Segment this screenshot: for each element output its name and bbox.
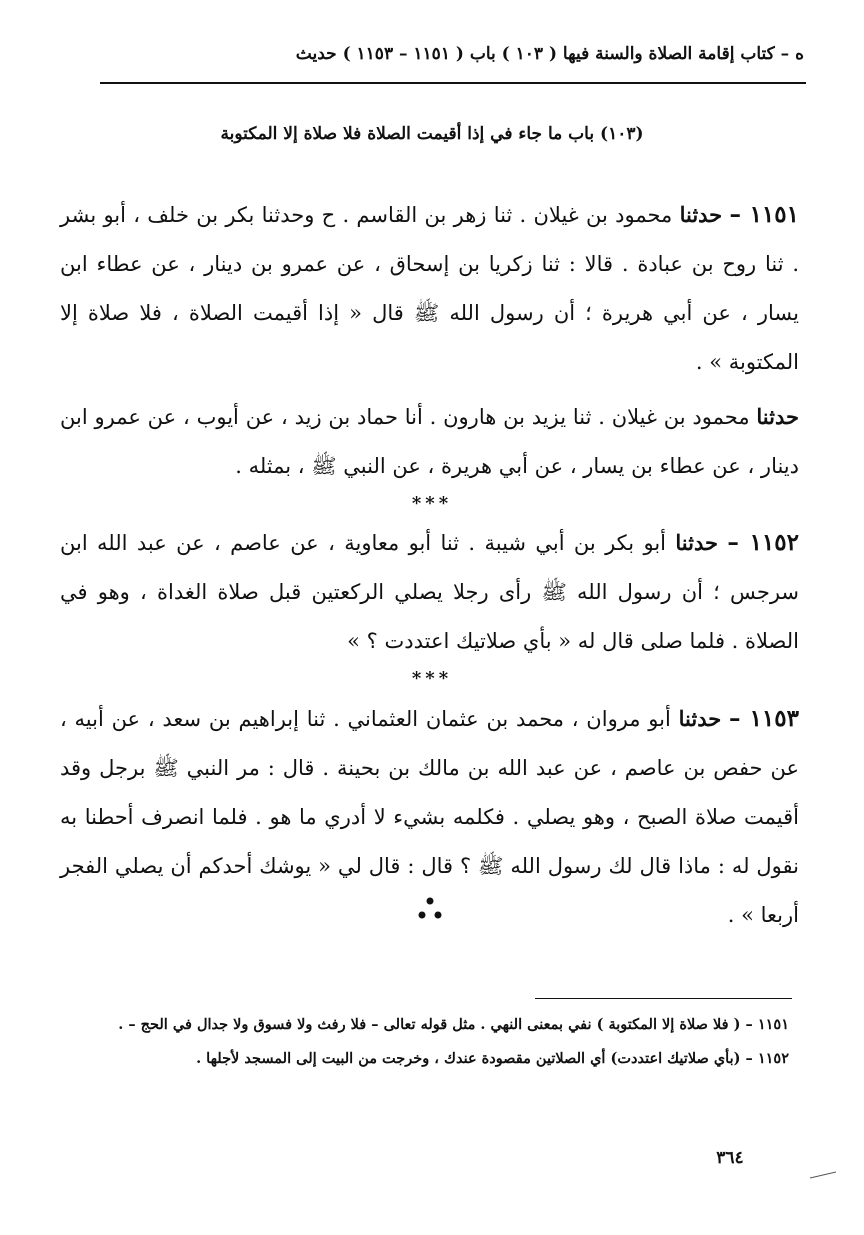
hadith-number: ١١٥٣ –	[728, 705, 799, 732]
footnote-1152: ١١٥٢ – (بأي صلاتيك اعتددت) أي الصلاتين مقصودة عندك ، وخرجت من البيت إلى المسجد لأجلها .	[196, 1050, 789, 1067]
running-header: ه – كتاب إقامة الصلاة والسنة فيها ( ١٠٣ ) باب ( ١١٥١ – ١١٥٣ ) حديث	[295, 44, 804, 64]
hadith-1152	[60, 518, 799, 666]
hadith-intro: حدثنا	[756, 404, 799, 429]
page-number: ٣٦٤	[716, 1148, 744, 1168]
hadith-intro: حدثنا	[679, 202, 723, 227]
section-separator: ***	[411, 493, 453, 514]
hadith-text: أبو بكر بن أبي شيبة . ثنا أبو معاوية ، عن عاصم ، عن عبد الله ابن سرجس ؛ أن رسول الله ﷺ رأى رجلا يصلي الركعتين قبل صلاة الغداة ، وهو في الصلاة . فلما صلى قال له « بأي صلاتيك اعتددت ؟ »	[60, 531, 799, 653]
hadith-intro: حدثنا	[678, 706, 722, 731]
hadith-number: ١١٥١ –	[729, 201, 799, 228]
hadith-text: محمود بن غيلان . ثنا زهر بن القاسم . ح وحدثنا بكر بن خلف ، أبو بشر . ثنا روح بن عبادة . قالا : ثنا زكريا بن إسحاق ، عن عمرو بن دينار ، عن عطاء ابن يسار ، عن أبي هريرة ؛ أن رسول الله ﷺ قال « إذا أقيمت الصلاة ، فلا صلاة إلا المكتوبة » .	[60, 203, 799, 374]
end-of-chapter-ornament	[410, 895, 450, 925]
footnote-rule	[535, 998, 792, 999]
hadith-text: أبو مروان ، محمد بن عثمان العثماني . ثنا إبراهيم بن سعد ، عن أبيه ، عن حفص بن عاصم ، عن عبد الله بن مالك بن بحينة . قال : مر النبي ﷺ برجل وقد أقيمت صلاة الصبح ، وهو يصلي . فكلمه بشيء لا أدري ما هو . فلما انصرف أحطنا به نقول له : ماذا قال لك رسول الله ﷺ ؟ قال : قال لي « يوشك أحدكم أن يصلي الفجر أربعا » .	[60, 707, 799, 927]
hadith-1151-chain-2	[60, 392, 799, 491]
footnotes	[66, 1008, 789, 1076]
header-rule	[100, 82, 806, 84]
section-separator: ***	[411, 668, 453, 689]
hadith-intro: حدثنا	[675, 530, 718, 555]
hadith-1151	[60, 190, 799, 387]
chapter-title: (١٠٣) باب ما جاء في إذا أقيمت الصلاة فلا صلاة إلا المكتوبة	[220, 124, 644, 144]
footnote-1151: ١١٥١ – ( فلا صلاة إلا المكتوبة ) نفي بمعنى النهي . مثل قوله تعالى – فلا رفث ولا فسوق ولا جدال في الحج – .	[118, 1016, 789, 1033]
hadith-number: ١١٥٢ –	[727, 529, 799, 556]
hadith-text: محمود بن غيلان . ثنا يزيد بن هارون . أنا حماد بن زيد ، عن أيوب ، عن عمرو ابن دينار ، عن عطاء بن يسار ، عن أبي هريرة ، عن النبي ﷺ ، بمثله .	[60, 405, 799, 478]
scan-mark	[808, 1170, 838, 1180]
